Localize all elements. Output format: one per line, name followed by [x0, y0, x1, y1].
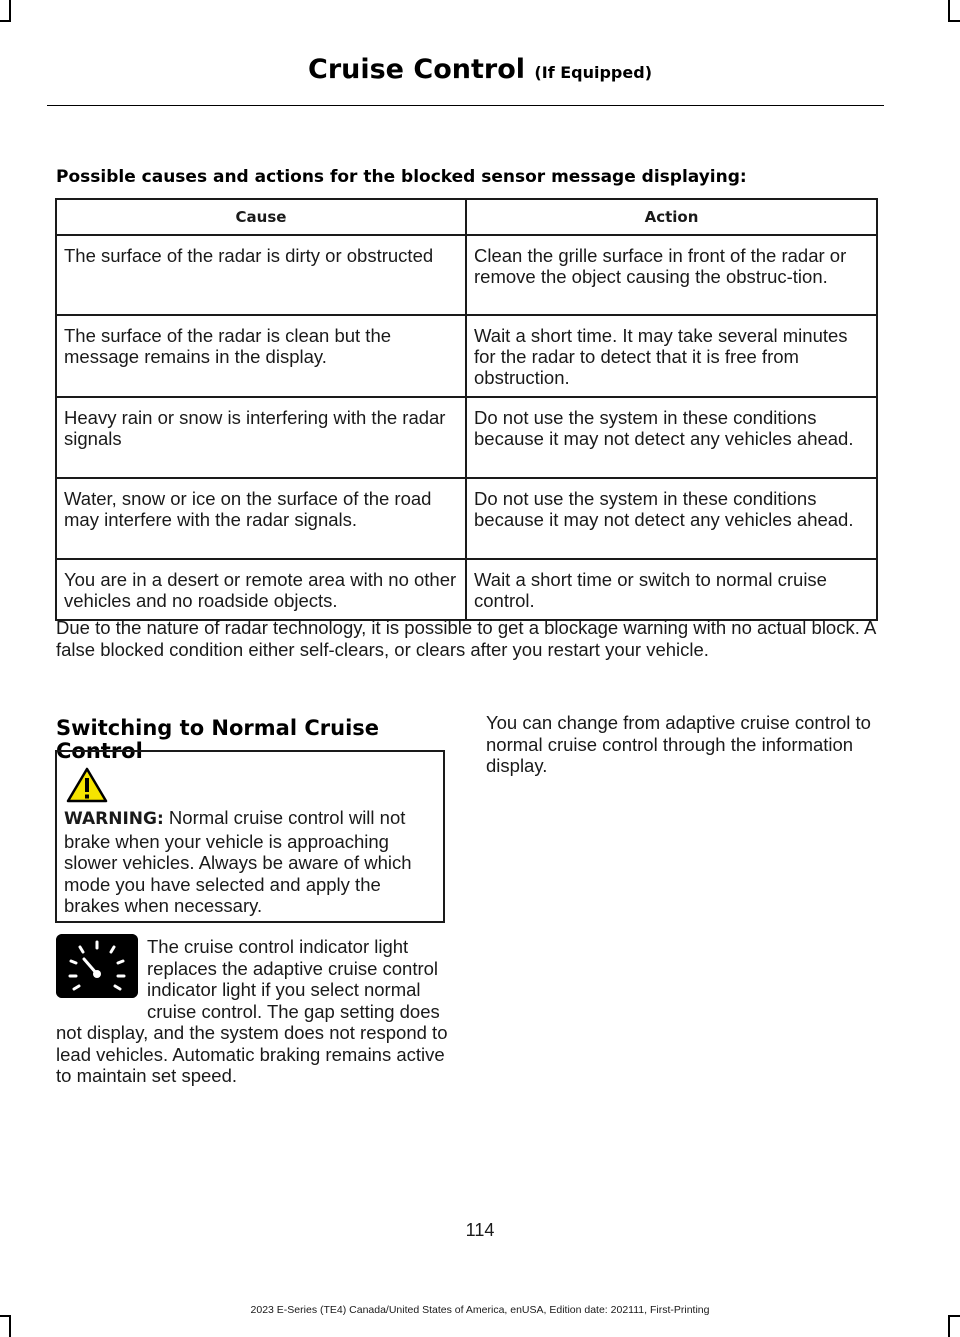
column-header-cause: Cause — [56, 199, 466, 235]
causes-actions-table — [55, 198, 878, 621]
crop-mark — [948, 0, 950, 22]
crop-mark — [948, 1315, 950, 1337]
page-title — [0, 54, 960, 85]
section-heading: Switching to Normal Cruise Control — [56, 716, 380, 763]
crop-mark — [948, 20, 960, 22]
header-divider — [47, 105, 884, 106]
page-number: 114 — [465, 1220, 495, 1240]
radar-blockage-note: Due to the nature of radar technology, it is possible to get a blockage warning with no actual block. A false blocked condition either self-clears, or clears after you restart your vehicle. — [56, 617, 876, 660]
table-row — [56, 478, 877, 559]
crop-mark — [9, 1315, 11, 1337]
table-row — [56, 235, 877, 315]
cause-cell: You are in a desert or remote area with no other vehicles and no roadside objects. — [56, 559, 466, 620]
warning-text: Normal cruise control will not brake when your vehicle is approaching slower vehicles. Always be aware of which mode you have selected and apply the brakes when necessary. — [64, 807, 412, 916]
column-header-action: Action — [466, 199, 877, 235]
page-subtitle: (If Equipped) — [534, 63, 652, 82]
warning-box — [55, 750, 445, 923]
cause-cell: The surface of the radar is clean but the message remains in the display. — [56, 315, 466, 397]
warning-label: WARNING: — [64, 809, 164, 829]
indicator-text: The cruise control indicator light replaces the adaptive cruise control indicator light if you select normal cruise control. The gap setting does not display, and the system does not respond to lead vehicles. Automatic braking remains active to maintain set speed. — [56, 936, 448, 1086]
indicator-description — [56, 936, 448, 1087]
warning-message — [64, 807, 439, 917]
action-cell: Wait a short time. It may take several minutes for the radar to detect that it is free from obstruction. — [466, 315, 877, 397]
cause-cell: Heavy rain or snow is interfering with the radar signals — [56, 397, 466, 478]
action-cell: Do not use the system in these conditions because it may not detect any vehicles ahead. — [466, 478, 877, 559]
crop-mark — [9, 0, 11, 22]
table-row — [56, 559, 877, 620]
action-cell: Clean the grille surface in front of the radar or remove the object causing the obstruc-tion. — [466, 235, 877, 315]
table-row — [56, 397, 877, 478]
table-intro: Possible causes and actions for the blocked sensor message displaying: — [56, 167, 747, 187]
cause-cell: Water, snow or ice on the surface of the road may interfere with the radar signals. — [56, 478, 466, 559]
indicator-spacer — [56, 936, 147, 1002]
page-footer: 2023 E-Series (TE4) Canada/United States of America, enUSA, Edition date: 202111, First-Printing — [250, 1304, 710, 1316]
right-column-text: You can change from adaptive cruise control to normal cruise control through the information display. — [486, 712, 871, 776]
cause-cell: The surface of the radar is dirty or obstructed — [56, 235, 466, 315]
table-row — [56, 315, 877, 397]
action-cell: Do not use the system in these conditions because it may not detect any vehicles ahead. — [466, 397, 877, 478]
crop-mark — [0, 20, 11, 22]
page-title-text: Cruise Control — [308, 54, 526, 85]
warning-triangle-icon — [66, 767, 108, 803]
action-cell: Wait a short time or switch to normal cruise control. — [466, 559, 877, 620]
table-header-row — [56, 199, 877, 235]
